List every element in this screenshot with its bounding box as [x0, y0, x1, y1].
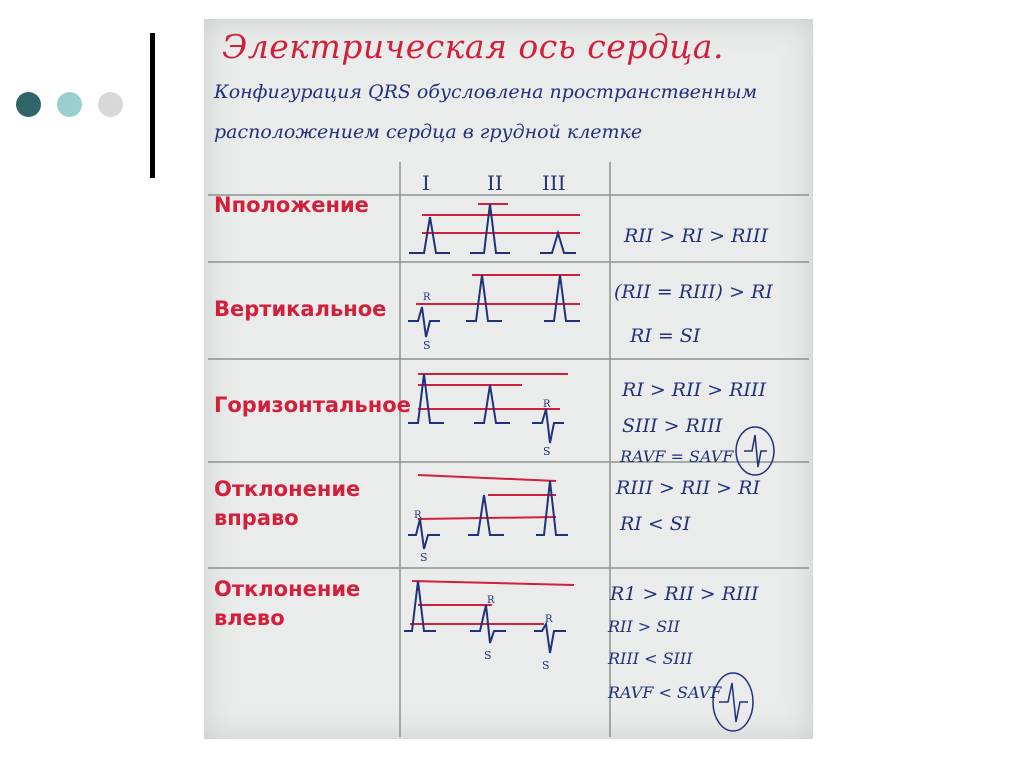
svg-text:R: R: [487, 595, 495, 606]
dot-gray: [98, 92, 123, 117]
slide-vertical-bar: [150, 33, 155, 178]
sheet-subtitle-line1: Конфигурация QRS обусловлена пространственным: [214, 81, 758, 103]
lead-header-2: II: [487, 171, 503, 195]
svg-text:R: R: [423, 292, 431, 303]
dot-dark: [16, 92, 41, 117]
row-label-horizontal: Горизонтальное: [214, 393, 411, 417]
criterion-horizontal-1: RI > RII > RIII: [622, 379, 766, 401]
row-label-right-deviation: Отклонение вправо: [214, 477, 361, 530]
svg-text:R: R: [543, 399, 551, 410]
dot-teal: [57, 92, 82, 117]
row-label-normal: Nположение: [214, 193, 369, 217]
criterion-horizontal-3: RAVF = SAVF: [620, 447, 734, 466]
svg-text:R: R: [414, 510, 422, 521]
criterion-right-2: RI < SI: [620, 513, 691, 535]
criterion-left-3: RIII < SIII: [608, 649, 693, 668]
criterion-left-4: RAVF < SAVF: [608, 683, 722, 702]
criterion-horizontal-2: SIII > RIII: [622, 415, 723, 437]
criterion-normal-1: RII > RI > RIII: [624, 225, 768, 247]
svg-text:R: R: [545, 614, 553, 625]
criterion-left-1: R1 > RII > RIII: [610, 583, 759, 605]
circled-avf-sketch-horizontal: [736, 427, 774, 475]
svg-text:S: S: [542, 659, 550, 672]
sheet-subtitle-line2: расположением сердца в грудной клетке: [214, 121, 643, 143]
criterion-right-1: RIII > RII > RI: [616, 477, 760, 499]
ecg-row-vertical: [408, 275, 580, 352]
svg-text:S: S: [420, 551, 428, 564]
criterion-left-2: RII > SII: [608, 617, 680, 636]
handwritten-sheet-photo: [204, 19, 813, 739]
lead-header-3: III: [542, 171, 566, 195]
row-label-vertical: Вертикальное: [214, 297, 387, 321]
row-label-left-deviation: Отклонение влево: [214, 577, 361, 630]
ecg-row-left-deviation: [404, 581, 574, 672]
svg-text:S: S: [543, 445, 551, 458]
ecg-row-horizontal: [408, 374, 568, 458]
lead-header-1: I: [422, 171, 430, 195]
ecg-row-right-deviation: [408, 475, 568, 564]
circled-avf-sketch-left: [713, 673, 753, 731]
svg-text:S: S: [484, 649, 492, 662]
slide-decoration-dots: [16, 92, 123, 117]
criterion-vertical-2: RI = SI: [630, 325, 701, 347]
ecg-row-normal: [409, 204, 580, 253]
sheet-title: Электрическая ось сердца.: [222, 27, 724, 66]
criterion-vertical-1: (RII = RIII) > RI: [614, 281, 773, 303]
svg-text:S: S: [423, 339, 431, 352]
